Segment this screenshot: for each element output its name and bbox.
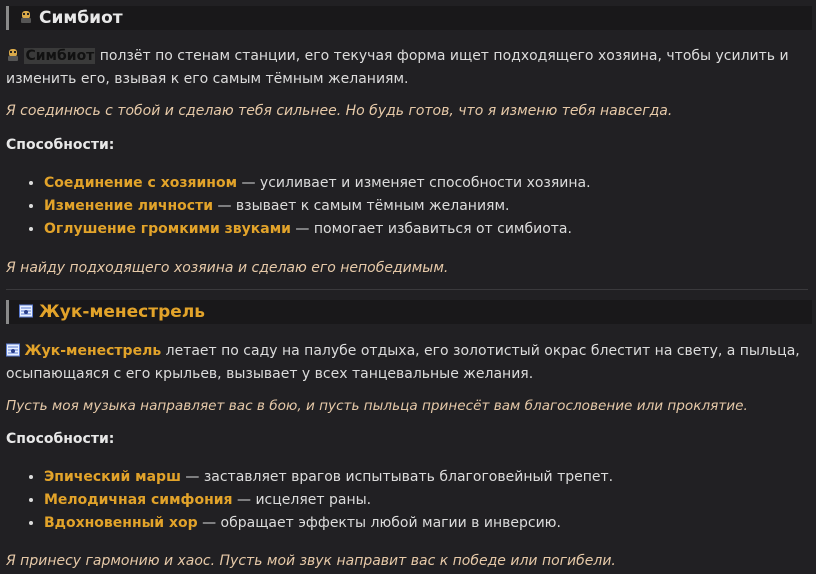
list-item bbox=[44, 218, 591, 241]
ability-name: Оглушение громкими звуками bbox=[44, 221, 291, 237]
ability-name: Изменение личности bbox=[44, 198, 213, 214]
abilities-list bbox=[24, 466, 613, 535]
ability-desc: — помогает избавиться от симбиота. bbox=[290, 221, 572, 237]
section-title: Жук-менестрель bbox=[39, 302, 206, 322]
list-item bbox=[44, 489, 613, 512]
ability-name: Вдохновенный хор bbox=[44, 515, 198, 531]
divider bbox=[6, 289, 808, 290]
ability-name: Мелодичная симфония bbox=[44, 492, 233, 508]
intro-paragraph bbox=[6, 45, 808, 91]
intro-paragraph bbox=[6, 340, 808, 386]
abilities-label: Способности: bbox=[6, 137, 115, 153]
ability-desc: — обращает эффекты любой магии в инверсию. bbox=[197, 515, 561, 531]
intro-text-line2: изменить его, взывая к его самым тёмным желаниям. bbox=[6, 71, 409, 87]
ability-desc: — усиливает и изменяет способности хозяина. bbox=[237, 175, 591, 191]
music-score-icon bbox=[19, 304, 33, 320]
creature-name: Жук-менестрель bbox=[24, 343, 162, 359]
section-heading-symbiote bbox=[6, 6, 812, 30]
ability-name: Соединение с хозяином bbox=[44, 175, 238, 191]
ability-name: Эпический марш bbox=[44, 469, 181, 485]
list-item bbox=[44, 195, 591, 218]
symbiote-icon bbox=[19, 10, 33, 26]
outro-quote: Я принесу гармонию и хаос. Пусть мой звук направит вас к победе или погибели. bbox=[6, 553, 616, 569]
symbiote-icon bbox=[6, 48, 20, 64]
list-item bbox=[44, 466, 613, 489]
abilities-list bbox=[24, 172, 591, 241]
list-item bbox=[44, 172, 591, 195]
outro-quote: Я найду подходящего хозяина и сделаю его непобедимым. bbox=[6, 260, 449, 276]
section-title: Симбиот bbox=[39, 8, 123, 28]
intro-text: ползёт по стенам станции, его текучая форма ищет подходящего хозяина, чтобы усилить и bbox=[95, 48, 789, 64]
music-score-icon bbox=[6, 343, 20, 359]
list-item bbox=[44, 512, 613, 535]
section-heading-minstrel bbox=[6, 300, 812, 324]
ability-desc: — заставляет врагов испытывать благоговейный трепет. bbox=[180, 469, 614, 485]
intro-text: летает по саду на палубе отдыха, его золотистый окрас блестит на свету, а пыльца, bbox=[161, 343, 800, 359]
quote: Я соединюсь с тобой и сделаю тебя сильнее. Но будь готов, что я изменю тебя навсегда. bbox=[6, 103, 673, 119]
ability-desc: — взывает к самым тёмным желаниям. bbox=[213, 198, 510, 214]
abilities-label: Способности: bbox=[6, 431, 115, 447]
creature-name: Симбиот bbox=[25, 48, 95, 64]
quote: Пусть моя музыка направляет вас в бою, и пусть пыльца принесёт вам благословение или проклятие. bbox=[6, 398, 748, 414]
intro-text-line2: осыпающаяся с его крыльев, вызывает у всех танцевальные желания. bbox=[6, 366, 534, 382]
ability-desc: — исцеляет раны. bbox=[232, 492, 372, 508]
